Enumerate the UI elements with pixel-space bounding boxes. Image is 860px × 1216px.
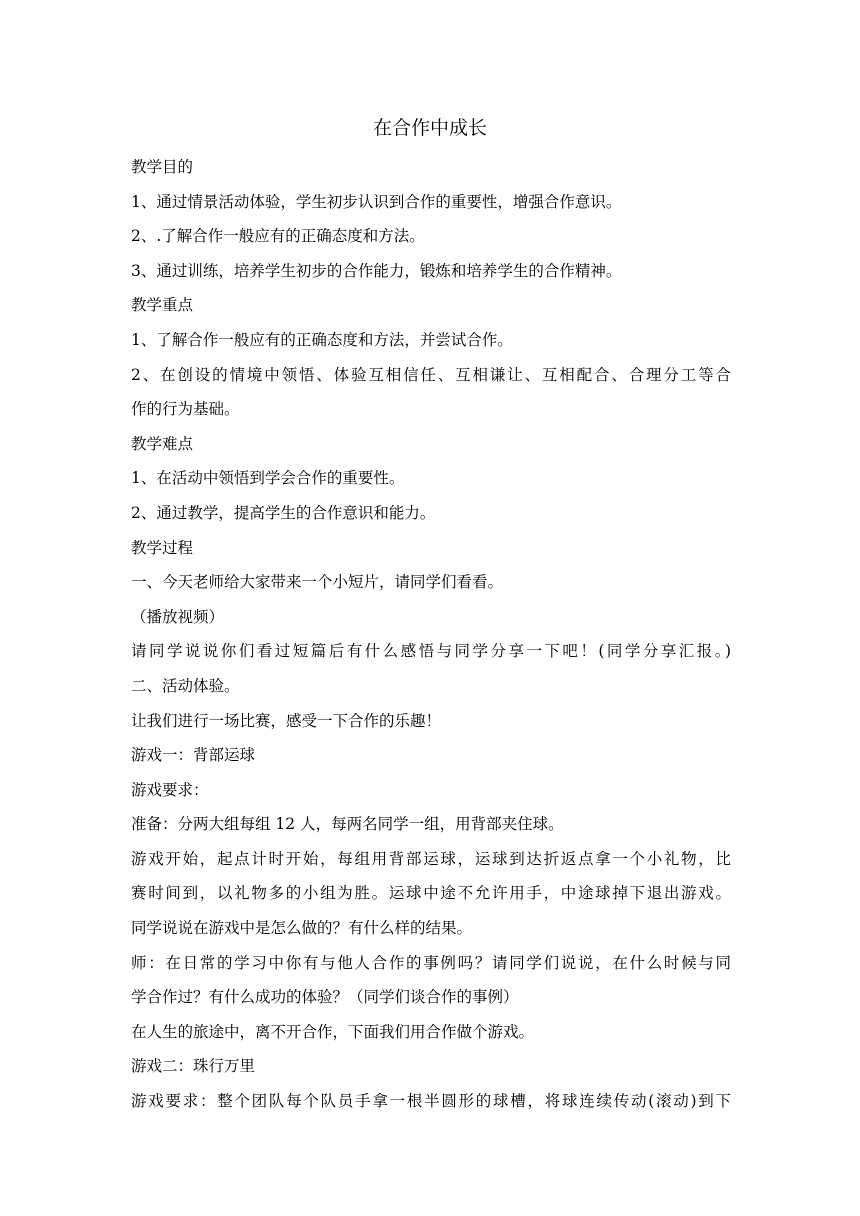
paragraph-line: 1、了解合作一般应有的正确态度和方法，并尝试合作。	[131, 330, 513, 349]
paragraph-line: 1、通过情景活动体验，学生初步认识到合作的重要性，增强合作意识。	[131, 192, 622, 211]
paragraph-line: （播放视频）	[131, 607, 225, 626]
paragraph-line: 二、活动体验。	[131, 676, 240, 695]
section-heading-key-points: 教学重点	[131, 296, 194, 315]
paragraph-line: 请同学说说你们看过短篇后有什么感悟与同学分享一下吧！(同学分享汇报。)	[131, 642, 731, 661]
paragraph-line: 同学说说在游戏中是怎么做的？有什么样的结果。	[131, 919, 473, 938]
paragraph-line: 3、通过训练，培养学生初步的合作能力，锻炼和培养学生的合作精神。	[131, 261, 622, 280]
paragraph-line: 游戏要求：整个团队每个队员手拿一根半圆形的球槽，将球连续传动(滚动)到下	[131, 1092, 731, 1111]
paragraph-line: 师：在日常的学习中你有与他人合作的事例吗？请同学们说说，在什么时候与同	[131, 953, 731, 972]
section-heading-difficulties: 教学难点	[131, 434, 194, 453]
paragraph-line: 赛时间到，以礼物多的小组为胜。运球中途不允许用手，中途球掉下退出游戏。	[131, 884, 731, 903]
paragraph-line: 2、在创设的情境中领悟、体验互相信任、互相谦让、互相配合、合理分工等合	[131, 365, 731, 384]
paragraph-line: 一、今天老师给大家带来一个小短片，请同学们看看。	[131, 573, 504, 592]
document-body	[131, 150, 731, 1119]
paragraph-line: 1、在活动中领悟到学会合作的重要性。	[131, 469, 405, 488]
paragraph-line: 在人生的旅途中，离不开合作，下面我们用合作做个游戏。	[131, 1022, 535, 1041]
paragraph-line: 准备：分两大组每组 12 人，每两名同学一组，用背部夹住球。	[131, 815, 564, 834]
section-heading-objectives: 教学目的	[131, 158, 194, 176]
paragraph-line: 让我们进行一场比赛，感受一下合作的乐趣！	[131, 711, 442, 730]
paragraph-line: 游戏要求：	[131, 780, 209, 799]
paragraph-line: 学合作过？有什么成功的体验？（同学们谈合作的事例）	[131, 988, 519, 1007]
paragraph-line: 游戏开始，起点计时开始，每组用背部运球，运球到达折返点拿一个小礼物，比	[131, 849, 731, 868]
paragraph-line: 作的行为基础。	[131, 400, 240, 419]
paragraph-line: 2、.了解合作一般应有的正确态度和方法。	[131, 227, 425, 246]
document-title: 在合作中成长	[372, 117, 487, 139]
paragraph-line: 游戏二：珠行万里	[131, 1057, 256, 1076]
paragraph-line: 游戏一：背部运球	[131, 746, 256, 765]
section-heading-process: 教学过程	[131, 538, 194, 557]
paragraph-line: 2、通过教学，提高学生的合作意识和能力。	[131, 503, 436, 522]
